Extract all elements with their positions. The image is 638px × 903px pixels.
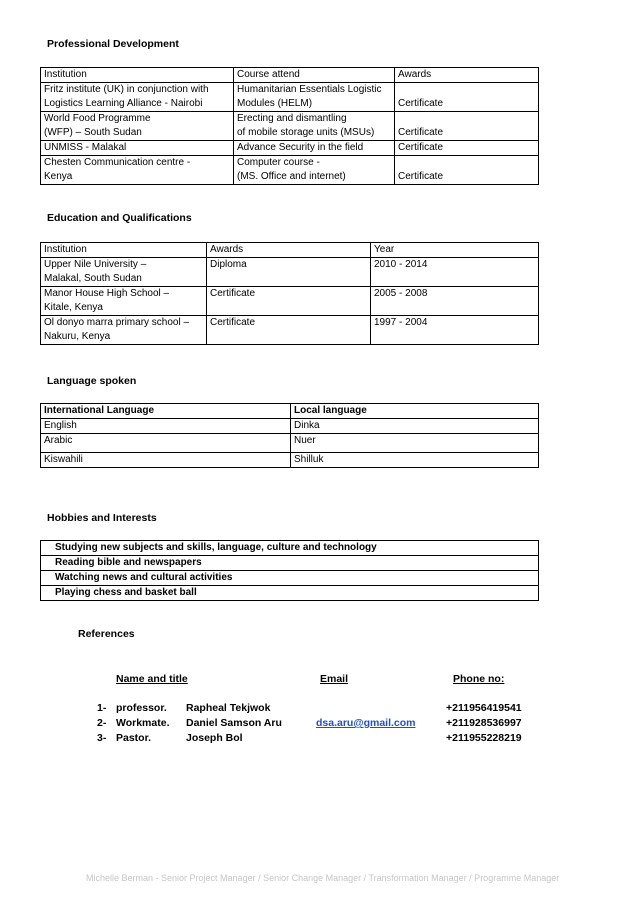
international-language-cell: English: [41, 419, 291, 434]
institution-line: Fritz institute (UK) in conjunction with: [44, 84, 209, 95]
professional-development-table: [40, 67, 539, 185]
list-item: [41, 556, 539, 571]
institution-line: World Food Programme: [44, 113, 151, 124]
header-email: Email: [320, 673, 349, 685]
list-item: [41, 586, 539, 601]
hobbies-table: [40, 540, 539, 601]
course-line: Erecting and dismantling: [237, 113, 347, 124]
table-row: [41, 112, 539, 141]
year-cell: 2010 - 2014: [371, 258, 539, 287]
table-row: [41, 258, 539, 287]
table-row: [41, 453, 539, 468]
institution-line: Chesten Communication centre -: [44, 157, 191, 168]
international-language-cell: Kiswahili: [41, 453, 291, 468]
award-cell: Certificate: [207, 287, 371, 316]
hobby-item: Playing chess and basket ball: [41, 586, 539, 601]
award-cell: Certificate: [395, 83, 539, 112]
institution-line: Malakal, South Sudan: [44, 273, 142, 284]
reference-title: Workmate.: [116, 717, 170, 729]
institution-line: (WFP) – South Sudan: [44, 127, 142, 138]
header-institution: Institution: [41, 68, 234, 83]
header-phone: Phone no:: [453, 673, 505, 685]
references-heading: References: [78, 628, 135, 640]
hobby-item: Reading bible and newspapers: [41, 556, 539, 571]
header-name-title: Name and title: [116, 673, 188, 685]
course-cell: Advance Security in the field: [234, 141, 395, 156]
course-line: Modules (HELM): [237, 98, 313, 109]
local-language-cell: Nuer: [291, 434, 539, 453]
table-row: [41, 141, 539, 156]
table-header-row: [41, 68, 539, 83]
international-language-cell: Arabic: [41, 434, 291, 453]
institution-line: Nakuru, Kenya: [44, 331, 111, 342]
list-item: [41, 571, 539, 586]
course-line: of mobile storage units (MSUs): [237, 127, 375, 138]
award-cell: Certificate: [395, 112, 539, 141]
institution-cell: UNMISS - Malakal: [41, 141, 234, 156]
institution-line: Logistics Learning Alliance - Nairobi: [44, 98, 203, 109]
table-row: [41, 419, 539, 434]
reference-number: 1-: [97, 702, 107, 714]
course-line: Computer course -: [237, 157, 320, 168]
award-cell: Certificate: [395, 141, 539, 156]
award-cell: Certificate: [395, 156, 539, 185]
local-language-cell: Dinka: [291, 419, 539, 434]
hobby-item: Watching news and cultural activities: [41, 571, 539, 586]
reference-name: Rapheal Tekjwok: [186, 702, 271, 714]
language-heading: Language spoken: [47, 375, 137, 387]
list-item: [41, 541, 539, 556]
table-row: [41, 287, 539, 316]
reference-title: Pastor.: [116, 732, 152, 744]
reference-name: Joseph Bol: [186, 732, 243, 744]
institution-line: Upper Nile University –: [44, 259, 147, 270]
header-awards: Awards: [207, 243, 371, 258]
course-line: (MS. Office and internet): [237, 171, 346, 182]
reference-number: 2-: [97, 717, 107, 729]
year-cell: 2005 - 2008: [371, 287, 539, 316]
reference-phone: +211928536997: [446, 717, 522, 729]
table-row: [41, 434, 539, 453]
institution-line: Ol donyo marra primary school –: [44, 317, 190, 328]
reference-phone: +211955228219: [446, 732, 522, 744]
page-footer: Michelle Berman - Senior Project Manager / Senior Change Manager / Transformation Manager / Programme Manager: [86, 873, 560, 883]
institution-line: Manor House High School –: [44, 288, 170, 299]
award-cell: Certificate: [207, 316, 371, 345]
institution-line: Kitale, Kenya: [44, 302, 103, 313]
local-language-cell: Shilluk: [291, 453, 539, 468]
table-header-row: [41, 243, 539, 258]
reference-phone: +211956419541: [446, 702, 522, 714]
table-header-row: [41, 404, 539, 419]
year-cell: 1997 - 2004: [371, 316, 539, 345]
education-heading: Education and Qualifications: [47, 212, 192, 224]
award-cell: Diploma: [207, 258, 371, 287]
table-row: [41, 316, 539, 345]
reference-title: professor.: [116, 702, 167, 714]
header-institution: Institution: [41, 243, 207, 258]
institution-line: Kenya: [44, 171, 73, 182]
education-table: [40, 242, 539, 345]
language-table: [40, 403, 539, 468]
reference-name: Daniel Samson Aru: [186, 717, 282, 729]
header-international-language: International Language: [41, 404, 291, 419]
hobby-item: Studying new subjects and skills, language, culture and technology: [41, 541, 539, 556]
reference-number: 3-: [97, 732, 107, 744]
table-row: [41, 156, 539, 185]
header-local-language: Local language: [291, 404, 539, 419]
professional-development-heading: Professional Development: [47, 38, 179, 50]
reference-email-link[interactable]: dsa.aru@gmail.com: [316, 717, 416, 729]
header-course: Course attend: [234, 68, 395, 83]
hobbies-heading: Hobbies and Interests: [47, 512, 157, 524]
course-line: Humanitarian Essentials Logistic: [237, 84, 382, 95]
header-year: Year: [371, 243, 539, 258]
header-awards: Awards: [395, 68, 539, 83]
table-row: [41, 83, 539, 112]
